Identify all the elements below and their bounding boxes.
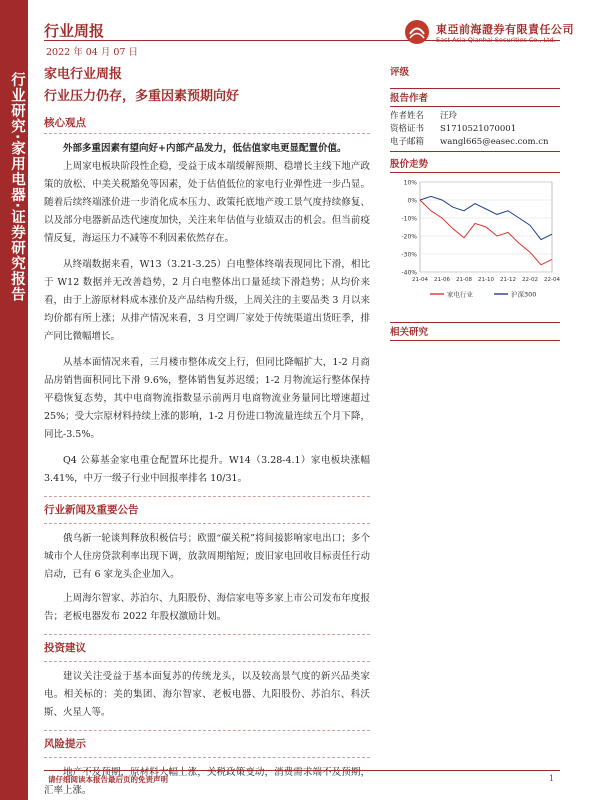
invest-title: 投资建议 (44, 642, 86, 654)
analyst-value: S1710521070001 (440, 124, 517, 134)
stock-chart (390, 176, 560, 316)
section-divider (44, 496, 370, 497)
right-divider (390, 106, 560, 107)
news-title: 行业新闻及重要公告 (44, 504, 139, 516)
y-tick-label: 0% (407, 197, 417, 205)
y-tick-label: -20% (401, 233, 417, 241)
y-tick-label: 10% (403, 179, 417, 187)
section-divider (44, 757, 370, 758)
analyst-key: 资格证书 (390, 124, 425, 134)
core-para-0: 外部多重因素有望向好+内部产品发力，低估值家电更显配置价值。 (63, 143, 347, 154)
disclaimer-note: 请仔细阅读本报告最后页的免责声明 (48, 775, 168, 784)
core-para-1: 上周家电板块阶段性企稳，受益于成本端缓解预期、稳增长主线下地产政策的放松、中美关税豁免等因素，处于估值低位的家电行业弹性进一步凸显。随着后续终端涨价进一步消化成本压力、政策托底地产竣工景气度持续修复、以及部分电器新品迭代速度加快，关注来年估值与业绩双击的机会。但当前疫情反复，海运压力不减等不利因素依然存在。 (44, 161, 370, 244)
analyst-cert-row (390, 123, 560, 136)
y-tick-label: -10% (401, 215, 417, 223)
y-tick-label: -40% (401, 269, 417, 277)
main-content (44, 66, 370, 800)
report-date: 2022 年 04 月 07 日 (46, 47, 138, 58)
legend-label-0: 家电行业 (447, 290, 473, 299)
x-tick-label: 21-06 (434, 277, 450, 283)
company-name-cn: 東亞前海證券有限責任公司 (436, 23, 574, 36)
x-tick-label: 21-12 (500, 277, 516, 283)
series-line-0 (420, 200, 552, 265)
analyst-key: 作者姓名 (390, 111, 425, 121)
company-name-en: East Asia Qianhai Securities Co., Ltd. (436, 36, 556, 44)
analyst-value[interactable]: wangl665@easec.com.cn (440, 137, 549, 147)
invest-para-0: 建议关注受益于基本面复苏的传统龙头，以及较高景气度的新兴品类家电。相关标的：美的集团、海尔智家、老板电器、九阳股份、苏泊尔、科沃斯、火星人等。 (44, 671, 370, 718)
right-column (390, 66, 560, 344)
report-title: 家电行业周报 (44, 67, 123, 82)
section-divider (44, 523, 370, 524)
x-tick-label: 21-08 (456, 277, 472, 283)
x-tick-label: 21-04 (412, 277, 428, 283)
footer-rule (44, 770, 560, 771)
right-divider (390, 340, 560, 341)
author-label: 报告作者 (390, 93, 429, 104)
section-divider (44, 661, 370, 662)
risk-para-0: 地产不及预期，原材料大幅上涨，关税政策变动，消费需求端不及预期，汇率上涨。 (44, 767, 370, 796)
news-para-1: 上周海尔智家、苏泊尔、九阳股份、海信家电等多家上市公司发布年度报告；老板电器发布 2022 年股权激励计划。 (44, 593, 370, 622)
analyst-email-row (390, 136, 560, 149)
analyst-key: 电子邮箱 (390, 137, 425, 147)
news-para-0: 俄乌新一轮谈判释放积极信号；欧盟“碳关税”将间接影响家电出口；多个城市个人住房贷款利率出现下调，放款周期缩短；废旧家电回收目标责任行动启动，已有 6 家龙头企业加入。 (44, 533, 370, 580)
report-subtitle: 行业压力仍存，多重因素预期向好 (44, 89, 240, 104)
core-para-2: 从终端数据来看，W13（3.21-3.25）白电整体终端表现同比下滑，相比于 W12 数据并无改善趋势，2 月白电整体出口量延续下滑趋势；从均价来看，由于上游原材料成本涨价及产品结构升级，上周关注的主要品类 3 月以来均价都有所上涨；从排产情况来看，3 月空调厂家处于传统渠道出货旺季，排产同比微幅增长。 (44, 259, 370, 342)
page-number: 1 (549, 774, 555, 783)
company-logo-icon (404, 19, 430, 45)
section-divider (44, 634, 370, 635)
right-divider (390, 88, 560, 89)
section-divider (44, 730, 370, 731)
sidebar (0, 0, 28, 800)
stock-chart-svg (390, 176, 560, 316)
right-divider (390, 172, 560, 173)
core-para-4: Q4 公募基金家电重仓配置环比提升。W14（3.28-4.1）家电板块涨幅 3.41%，中万一级子行业中回报率排名 10/31。 (44, 455, 370, 484)
legend-label-1: 沪深300 (511, 290, 537, 299)
risk-title: 风险提示 (44, 738, 86, 750)
stock-trend-label: 股价走势 (390, 159, 429, 170)
analyst-value: 汪玲 (440, 111, 458, 121)
core-view-title: 核心观点 (44, 117, 86, 129)
right-divider (390, 151, 560, 152)
y-tick-label: -30% (401, 251, 417, 259)
x-tick-label: 22-04 (544, 277, 560, 283)
core-para-3: 从基本面情况来看，三月楼市整体成交上行，但同比降幅扩大，1-2 月商品房销售面积同比下滑 9.6%，整体销售复苏迟缓；1-2 月物流运行整体保持平稳恢复态势，其中电商物流指数显示前两月电商物流业务量同比增速超过 25%；受大宗原材料持续上涨的影响，1-2 月份进口物流量连续五个月下降，同比-3.5%。 (44, 357, 370, 440)
x-tick-label: 22-02 (522, 277, 538, 283)
analyst-name-row (390, 110, 560, 123)
section-divider (44, 133, 370, 134)
sidebar-text: 行业研究·家用电器·证券研究报告 (9, 72, 25, 303)
report-type: 行业周报 (44, 22, 105, 40)
right-divider (390, 322, 560, 323)
related-research-label: 相关研究 (390, 327, 429, 338)
x-tick-label: 21-10 (478, 277, 494, 283)
rating-label: 评级 (390, 67, 410, 78)
